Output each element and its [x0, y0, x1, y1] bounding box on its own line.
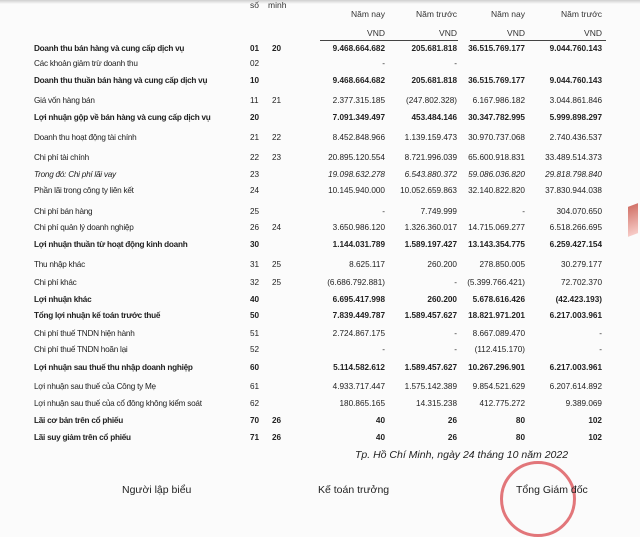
- row-value: 9.854.521.629: [472, 382, 525, 391]
- row-value: 30.347.782.995: [468, 113, 525, 122]
- column-header: Năm nay: [350, 9, 385, 19]
- row-value: 6.207.614.892: [549, 382, 602, 391]
- row-value: 1.326.360.017: [404, 223, 457, 232]
- table-row: [0, 329, 640, 343]
- note-column-header: minh: [268, 0, 287, 10]
- table-row: [0, 170, 640, 184]
- row-value: 2.740.436.537: [549, 133, 602, 142]
- row-value: -: [599, 329, 602, 338]
- column-header: Năm trước: [415, 9, 457, 19]
- row-value: 1.575.142.389: [404, 382, 457, 391]
- row-label: Chi phí bán hàng: [34, 207, 93, 216]
- row-code: 71: [250, 433, 260, 442]
- row-label: Các khoản giảm trừ doanh thu: [34, 59, 138, 68]
- row-value: 1.589.197.427: [404, 240, 457, 249]
- row-value: 3.044.861.846: [549, 96, 602, 105]
- row-value: 1.589.457.627: [404, 311, 457, 320]
- row-value: 13.143.354.775: [468, 240, 525, 249]
- row-value: 9.468.664.682: [332, 44, 385, 53]
- table-row: [0, 240, 640, 254]
- row-value: 2.724.867.175: [332, 329, 385, 338]
- column-header: Năm nay: [490, 9, 525, 19]
- row-value: 72.702.370: [561, 278, 602, 287]
- row-value: 37.830.944.038: [545, 186, 602, 195]
- row-value: 40: [375, 416, 385, 425]
- row-value: -: [382, 59, 385, 68]
- row-note: 26: [272, 416, 282, 425]
- column-unit: VND: [439, 28, 457, 38]
- row-value: 260.200: [427, 295, 457, 304]
- row-value: 5.999.898.297: [549, 113, 602, 122]
- table-row: [0, 363, 640, 377]
- row-code: 26: [250, 223, 260, 232]
- row-value: 6.518.266.695: [549, 223, 602, 232]
- table-row: [0, 96, 640, 110]
- row-label: Chi phí tài chính: [34, 153, 89, 162]
- date-line: Tp. Hồ Chí Minh, ngày 24 tháng 10 năm 2022: [355, 449, 569, 461]
- row-value: 14.315.238: [416, 399, 457, 408]
- row-code: 11: [250, 96, 259, 105]
- row-value: 412.775.272: [479, 399, 525, 408]
- row-code: 01: [250, 44, 260, 53]
- table-row: [0, 345, 640, 359]
- row-value: 14.715.069.277: [468, 223, 525, 232]
- table-row: [0, 113, 640, 127]
- row-value: 180.865.165: [339, 399, 385, 408]
- red-seal-fragment: [628, 203, 638, 237]
- table-row: [0, 223, 640, 237]
- row-value: 7.091.349.497: [332, 113, 385, 122]
- row-value: 8.667.089.470: [472, 329, 525, 338]
- row-value: 26: [447, 433, 457, 442]
- row-value: 20.895.120.554: [328, 153, 385, 162]
- row-value: 8.452.848.966: [332, 133, 385, 142]
- row-code: 02: [250, 59, 260, 68]
- row-label: Tổng lợi nhuận kế toán trước thuế: [34, 311, 161, 320]
- row-value: (247.802.328): [406, 96, 457, 105]
- row-note: 25: [272, 278, 282, 287]
- row-label: Lợi nhuận sau thuế thu nhập doanh nghiệp: [34, 363, 193, 372]
- row-value: 59.086.036.820: [468, 170, 525, 179]
- row-code: 61: [250, 382, 260, 391]
- row-code: 20: [250, 113, 260, 122]
- row-label: Chi phí quản lý doanh nghiệp: [34, 223, 134, 232]
- row-label: Chi phí thuế TNDN hiện hành: [34, 329, 135, 338]
- page-top-edge: [0, 0, 640, 4]
- row-value: 205.681.818: [411, 76, 457, 85]
- table-row: [0, 133, 640, 147]
- row-value: 36.515.769.177: [468, 76, 525, 85]
- row-value: 80: [515, 416, 525, 425]
- table-row: [0, 59, 640, 73]
- row-value: 8.625.117: [349, 260, 385, 269]
- table-row: [0, 399, 640, 413]
- row-value: -: [599, 345, 602, 354]
- row-value: 9.044.760.143: [549, 44, 602, 53]
- row-value: 453.484.146: [411, 113, 457, 122]
- row-label: Chi phí khác: [34, 278, 77, 287]
- row-value: -: [454, 345, 457, 354]
- row-note: 25: [272, 260, 282, 269]
- row-value: 32.140.822.820: [468, 186, 525, 195]
- column-unit: VND: [507, 28, 525, 38]
- table-row: [0, 260, 640, 274]
- signer-preparer: Người lập biểu: [122, 484, 192, 496]
- row-value: 7.839.449.787: [332, 311, 385, 320]
- row-code: 50: [250, 311, 260, 320]
- row-label: Phần lãi trong công ty liên kết: [34, 186, 134, 195]
- row-code: 60: [250, 363, 260, 372]
- row-note: 23: [272, 153, 282, 162]
- row-code: 31: [250, 260, 260, 269]
- table-row: [0, 186, 640, 200]
- row-value: 102: [588, 416, 602, 425]
- row-value: 30.279.177: [561, 260, 602, 269]
- row-value: -: [522, 207, 525, 216]
- table-row: [0, 295, 640, 309]
- row-value: 6.217.003.961: [549, 311, 602, 320]
- row-code: 21: [250, 133, 260, 142]
- signer-chief-accountant: Kế toán trưởng: [318, 484, 390, 496]
- row-value: 1.144.031.789: [332, 240, 385, 249]
- row-value: 1.589.457.627: [404, 363, 457, 372]
- row-code: 32: [250, 278, 260, 287]
- row-value: 65.600.918.831: [468, 153, 525, 162]
- row-value: 80: [515, 433, 525, 442]
- row-value: 102: [588, 433, 602, 442]
- row-label: Giá vốn hàng bán: [34, 96, 95, 105]
- row-value: 205.681.818: [411, 44, 457, 53]
- row-value: 18.821.971.201: [468, 311, 525, 320]
- row-label: Doanh thu hoạt động tài chính: [34, 133, 137, 142]
- row-note: 26: [272, 433, 282, 442]
- row-value: 278.850.005: [479, 260, 525, 269]
- row-code: 51: [250, 329, 260, 338]
- company-seal: [500, 461, 576, 537]
- row-label: Lợi nhuận gộp về bán hàng và cung cấp dịch vụ: [34, 113, 211, 122]
- row-value: -: [454, 278, 457, 287]
- row-label: Chi phí thuế TNDN hoãn lại: [34, 345, 128, 354]
- row-label: Trong đó: Chi phí lãi vay: [34, 170, 116, 179]
- row-value: -: [382, 345, 385, 354]
- row-note: 21: [272, 96, 282, 105]
- table-row: [0, 76, 640, 90]
- code-column-header: số: [250, 0, 259, 10]
- row-value: 8.721.996.039: [404, 153, 457, 162]
- row-value: 304.070.650: [556, 207, 602, 216]
- row-value: 6.167.986.182: [472, 96, 525, 105]
- row-value: 19.098.632.278: [328, 170, 385, 179]
- row-label: Lợi nhuận sau thuế của Công ty Mẹ: [34, 382, 156, 391]
- row-code: 25: [250, 207, 260, 216]
- row-value: 6.695.417.998: [332, 295, 385, 304]
- row-value: 10.267.296.901: [468, 363, 525, 372]
- row-value: 29.818.798.840: [545, 170, 602, 179]
- row-value: 4.933.717.447: [332, 382, 385, 391]
- row-label: Lãi suy giảm trên cổ phiếu: [34, 433, 131, 442]
- row-label: Doanh thu bán hàng và cung cấp dịch vụ: [34, 44, 185, 53]
- row-code: 52: [250, 345, 260, 354]
- row-value: 6.259.427.154: [549, 240, 602, 249]
- row-label: Lợi nhuận thuần từ hoạt động kinh doanh: [34, 240, 188, 249]
- row-value: -: [382, 207, 385, 216]
- row-value: 26: [447, 416, 457, 425]
- row-value: (5.399.766.421): [467, 278, 525, 287]
- row-value: 6.543.880.372: [404, 170, 457, 179]
- row-value: (42.423.193): [555, 295, 602, 304]
- row-value: 30.970.737.068: [468, 133, 525, 142]
- row-value: 3.650.986.120: [332, 223, 385, 232]
- row-value: 7.749.999: [420, 207, 457, 216]
- row-code: 62: [250, 399, 260, 408]
- row-value: 2.377.315.185: [332, 96, 385, 105]
- header-underline: [320, 40, 458, 41]
- table-row: [0, 153, 640, 167]
- signer-general-director: Tổng Giám đốc: [516, 484, 588, 496]
- row-value: (112.415.170): [474, 345, 525, 354]
- row-note: 24: [272, 223, 282, 232]
- table-row: [0, 416, 640, 430]
- row-value: 10.052.659.863: [400, 186, 457, 195]
- table-row: [0, 311, 640, 325]
- row-value: 6.217.003.961: [549, 363, 602, 372]
- row-label: Lãi cơ bản trên cổ phiếu: [34, 416, 123, 425]
- row-value: 9.389.069: [565, 399, 602, 408]
- column-unit: VND: [367, 28, 385, 38]
- row-note: 22: [272, 133, 282, 142]
- row-value: 33.489.514.373: [545, 153, 602, 162]
- row-value: 36.515.769.177: [468, 44, 525, 53]
- row-code: 10: [250, 76, 260, 85]
- header-underline: [470, 40, 606, 41]
- row-value: 9.044.760.143: [549, 76, 602, 85]
- column-header: Năm trước: [560, 9, 602, 19]
- row-label: Lợi nhuận sau thuế của cổ đông không kiểm soát: [34, 399, 202, 408]
- table-row: [0, 207, 640, 221]
- row-label: Lợi nhuận khác: [34, 295, 92, 304]
- row-code: 24: [250, 186, 260, 195]
- row-code: 22: [250, 153, 260, 162]
- row-value: 9.468.664.682: [332, 76, 385, 85]
- row-code: 23: [250, 170, 260, 179]
- row-label: Thu nhập khác: [34, 260, 85, 269]
- row-label: Doanh thu thuần bán hàng và cung cấp dịch vụ: [34, 76, 208, 85]
- row-value: -: [454, 329, 457, 338]
- row-value: 10.145.940.000: [328, 186, 385, 195]
- row-value: 40: [375, 433, 385, 442]
- row-value: 1.139.159.473: [404, 133, 457, 142]
- row-value: 5.678.616.426: [472, 295, 525, 304]
- row-value: 5.114.582.612: [333, 363, 385, 372]
- column-unit: VND: [584, 28, 602, 38]
- table-row: [0, 44, 640, 58]
- table-row: [0, 278, 640, 292]
- table-row: [0, 382, 640, 396]
- row-code: 70: [250, 416, 260, 425]
- row-value: (6.686.792.881): [327, 278, 385, 287]
- row-value: 260.200: [427, 260, 457, 269]
- row-code: 40: [250, 295, 260, 304]
- row-note: 20: [272, 44, 282, 53]
- row-value: -: [454, 59, 457, 68]
- row-code: 30: [250, 240, 260, 249]
- table-row: [0, 433, 640, 447]
